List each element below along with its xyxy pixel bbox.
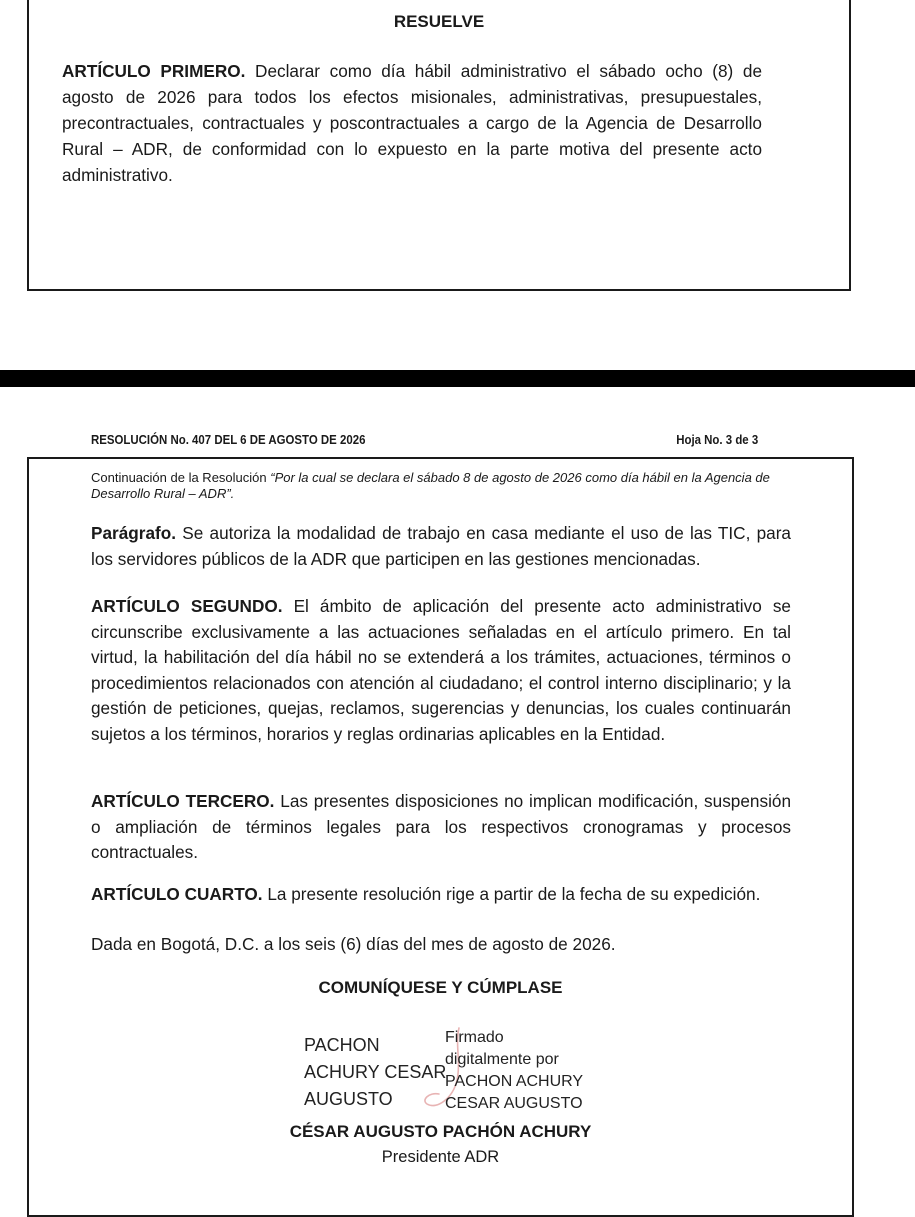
article-segundo-label: ARTÍCULO SEGUNDO. (91, 596, 283, 616)
resolution-number: RESOLUCIÓN No. 407 DEL 6 DE AGOSTO DE 2026 (91, 432, 366, 447)
signatory-role: Presidente ADR (381, 1148, 500, 1166)
continuation-title: “Por la cual se declara el sábado 8 de agosto de 2026 como día hábil en la Agencia de Desarrollo Rural – ADR”. (91, 470, 770, 501)
page-separator (0, 370, 915, 387)
continuation-prefix: Continuación de la Resolución (91, 470, 271, 485)
article-primero-text: Declarar como día hábil administrativo el sábado ocho (8) de agosto de 2026 para todos los efectos misionales, administrativas, presupuestales, precontractuales, contractuales y poscontractuales a cargo de la Agencia de Desarrollo Rural – ADR, de conformidad con lo expuesto en la parte motiva del presente acto administrativo. (62, 61, 762, 185)
article-cuarto-text: La presente resolución rige a partir de la fecha de su expedición. (262, 884, 761, 904)
page-content-box (27, 457, 854, 1217)
digital-line: digitalmente por (445, 1051, 559, 1068)
digital-line: CESAR AUGUSTO (445, 1095, 583, 1112)
comuniquese-heading: COMUNÍQUESE Y CÚMPLASE (318, 978, 563, 997)
digital-line: PACHON ACHURY (445, 1073, 584, 1090)
article-tercero-label: ARTÍCULO TERCERO. (91, 791, 275, 811)
digital-signature-block (445, 1027, 645, 1115)
paragrafo-label: Parágrafo. (91, 523, 177, 543)
signatory-name: CÉSAR AUGUSTO PACHÓN ACHURY (289, 1122, 592, 1141)
signer-name-block (304, 1032, 464, 1113)
page-header (91, 432, 759, 452)
signer-line: AUGUSTO (304, 1089, 393, 1109)
issued-statement: Dada en Bogotá, D.C. a los seis (6) días del mes de agosto de 2026. (91, 934, 616, 954)
signer-line: PACHON (304, 1035, 380, 1055)
article-tercero-text: Las presentes disposiciones no implican modificación, suspensión o ampliación de términos legales para los respectivos cronogramas y procesos contractuales. (91, 791, 792, 862)
article-primero (62, 58, 762, 188)
paragrafo-text: Se autoriza la modalidad de trabajo en casa mediante el uso de las TIC, para los servidores públicos de la ADR que participen en las gestiones mencionadas. (91, 523, 791, 569)
continuation-note (91, 470, 791, 502)
article-segundo-text: El ámbito de aplicación del presente acto administrativo se circunscribe exclusivamente a las actuaciones señaladas en el artículo primero. En tal virtud, la habilitación del día hábil no se extenderá a los trámites, actuaciones, términos o procedimientos relacionados con atención al ciudadano; el control interno disciplinario; y la gestión de peticiones, quejas, reclamos, sugerencias y denuncias, los cuales continuarán sujetos a los términos, horarios y reglas ordinarias aplicables en la Entidad. (91, 596, 791, 744)
article-tercero (91, 789, 791, 866)
resuelve-heading: RESUELVE (393, 12, 485, 31)
article-cuarto (91, 882, 791, 908)
article-cuarto-label: ARTÍCULO CUARTO. (91, 884, 263, 904)
article-segundo (91, 594, 791, 747)
paragrafo (91, 521, 791, 572)
article-primero-label: ARTÍCULO PRIMERO. (62, 61, 246, 81)
sheet-number: Hoja No. 3 de 3 (676, 432, 759, 447)
digital-line: Firmado (445, 1029, 504, 1046)
signer-line: ACHURY CESAR (304, 1062, 447, 1082)
